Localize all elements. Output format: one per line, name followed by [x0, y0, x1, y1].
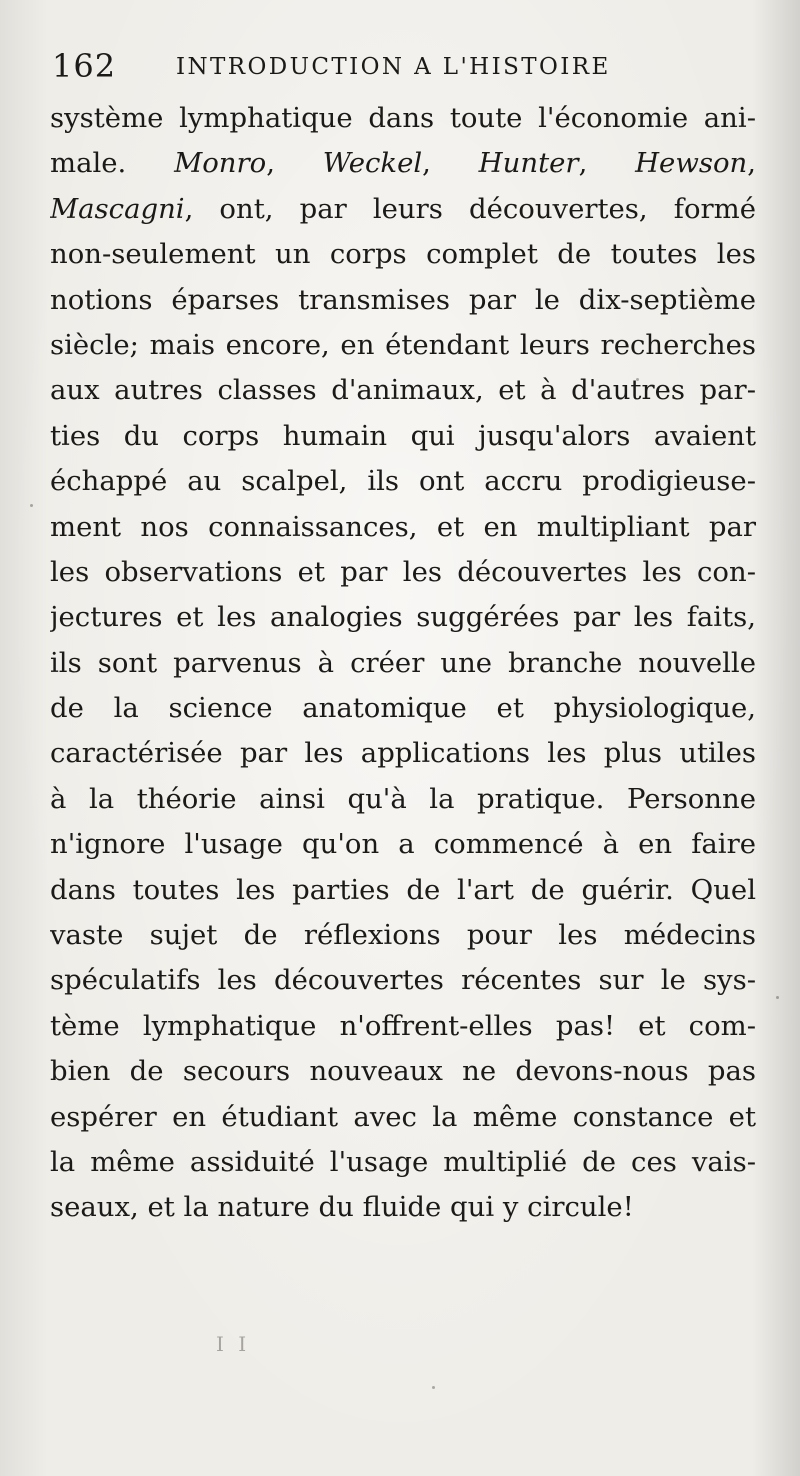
name-hewson: Hewson: [635, 147, 748, 180]
text-line: ils sont parvenus à créer une branche nouvelle: [50, 646, 756, 679]
text-line: Mascagni, ont, par leurs découvertes, formé: [50, 192, 756, 225]
name-monro: Monro: [174, 147, 267, 180]
name-weckel: Weckel: [322, 147, 423, 180]
text-line: ties du corps humain qui jusqu'alors avaient: [50, 419, 756, 452]
paper-speck: [432, 1386, 435, 1389]
text-line: système lymphatique dans toute l'économie ani-: [50, 102, 756, 134]
text-line: espérer en étudiant avec la même constance et: [50, 1100, 756, 1133]
text-fragment: male.: [50, 147, 175, 180]
page-header: [52, 44, 752, 88]
text-line: les observations et par les découvertes les con-: [50, 555, 756, 588]
page-number: 162: [52, 47, 117, 85]
name-mascagni: Mascagni: [50, 192, 185, 225]
text-line: bien de secours nouveaux ne devons-nous pas: [50, 1055, 756, 1088]
text-line: à la théorie ainsi qu'à la pratique. Personne: [50, 782, 756, 815]
body-text: [50, 96, 756, 1231]
text-line: caractérisée par les applications les plus utiles: [50, 737, 756, 770]
text-line: male. Monro, Weckel, Hunter, Hewson,: [50, 147, 756, 180]
text-line: non-seulement un corps complet de toutes les: [50, 238, 756, 271]
text-line: la même assiduité l'usage multiplié de ces vais-: [50, 1145, 756, 1178]
text-line: jectures et les analogies suggérées par les faits,: [50, 601, 756, 634]
paper-speck: [30, 504, 33, 507]
name-hunter: Hunter: [478, 147, 579, 180]
text-line: de la science anatomique et physiologique,: [50, 692, 756, 725]
text-line: notions éparses transmises par le dix-septième: [50, 283, 756, 316]
running-head: INTRODUCTION A L'HISTOIRE: [176, 54, 611, 80]
text-line: siècle; mais encore, en étendant leurs recherches: [50, 328, 756, 361]
paper-speck: [776, 996, 779, 999]
text-line: dans toutes les parties de l'art de guérir. Quel: [50, 873, 756, 906]
paper-speck: [636, 378, 639, 381]
text-line: ment nos connaissances, et en multipliant par: [50, 510, 756, 543]
text-line: aux autres classes d'animaux, et à d'autres par-: [50, 374, 756, 407]
text-line: seaux, et la nature du fluide qui y circule!: [50, 1191, 634, 1224]
text-line: tème lymphatique n'offrent-elles pas! et com-: [50, 1009, 756, 1042]
text-line: spéculatifs les découvertes récentes sur le sys-: [50, 964, 756, 997]
text-line: vaste sujet de réflexions pour les médecins: [50, 919, 756, 952]
text-line: n'ignore l'usage qu'on a commencé à en faire: [50, 828, 756, 861]
signature-mark: I I: [216, 1332, 251, 1356]
text-line: échappé au scalpel, ils ont accru prodigieuse-: [50, 465, 756, 498]
